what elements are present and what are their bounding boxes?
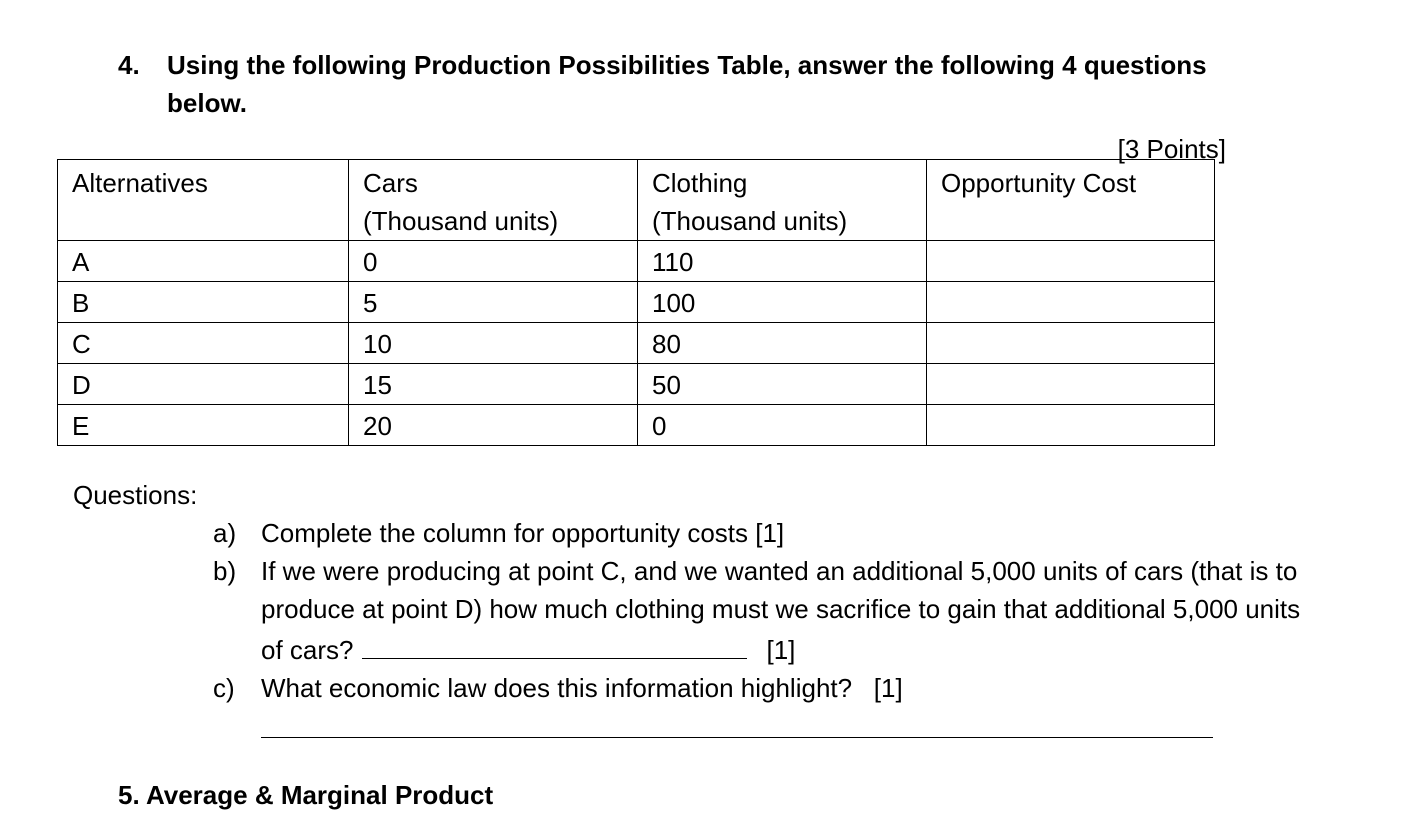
question-text: Using the following Production Possibilities Table, answer the following 4 questions below. — [167, 50, 1207, 118]
header-cars: Cars (Thousand units) — [349, 160, 638, 241]
question-item-a — [213, 514, 1313, 552]
question-item-points: [1] — [766, 635, 796, 665]
production-possibilities-table — [57, 159, 1215, 446]
question-letter: b) — [213, 556, 237, 586]
cell-clothing: 0 — [638, 405, 927, 446]
cell-clothing: 80 — [638, 323, 927, 364]
cell-clothing: 100 — [638, 282, 927, 323]
question-letter: a) — [213, 518, 237, 548]
question-letter: c) — [213, 673, 235, 703]
next-question-heading: 5. Average & Marginal Product — [118, 780, 494, 810]
cell-cars: 20 — [349, 405, 638, 446]
cell-opportunity-cost[interactable] — [927, 323, 1215, 364]
question-points: [3 Points] — [1117, 134, 1226, 164]
table-row — [58, 364, 1215, 405]
question-item-text: If we were producing at point C, and we wanted an additional 5,000 units of cars (that is to produce at point D) how much clothing must we sacrifice to gain that additional 5,000 units of cars? — [261, 556, 1301, 665]
question-item-c — [213, 669, 1313, 707]
cell-opportunity-cost[interactable] — [927, 241, 1215, 282]
questions-list — [213, 514, 1313, 707]
question-number: 4. — [118, 50, 140, 80]
cell-opportunity-cost[interactable] — [927, 282, 1215, 323]
cell-cars: 5 — [349, 282, 638, 323]
table-header-row — [58, 160, 1215, 241]
cell-alternative: A — [58, 241, 349, 282]
cell-clothing: 110 — [638, 241, 927, 282]
header-opportunity-cost: Opportunity Cost — [927, 160, 1215, 241]
question-item-text: What economic law does this information highlight? — [261, 673, 853, 703]
table-row — [58, 282, 1215, 323]
cell-opportunity-cost[interactable] — [927, 364, 1215, 405]
answer-line-c[interactable] — [261, 737, 1213, 738]
cell-cars: 15 — [349, 364, 638, 405]
cell-alternative: C — [58, 323, 349, 364]
cell-cars: 0 — [349, 241, 638, 282]
questions-label: Questions: — [73, 480, 198, 510]
table-row — [58, 405, 1215, 446]
question-item-text: Complete the column for opportunity costs [1] — [261, 518, 785, 548]
question-item-b — [213, 552, 1313, 669]
cell-alternative: D — [58, 364, 349, 405]
cell-opportunity-cost[interactable] — [927, 405, 1215, 446]
answer-blank-b[interactable] — [362, 628, 747, 659]
cell-cars: 10 — [349, 323, 638, 364]
cell-clothing: 50 — [638, 364, 927, 405]
question-item-points: [1] — [873, 673, 903, 703]
header-clothing: Clothing (Thousand units) — [638, 160, 927, 241]
cell-alternative: E — [58, 405, 349, 446]
table-row — [58, 323, 1215, 364]
cell-alternative: B — [58, 282, 349, 323]
header-alternatives: Alternatives — [58, 160, 349, 241]
table-row — [58, 241, 1215, 282]
